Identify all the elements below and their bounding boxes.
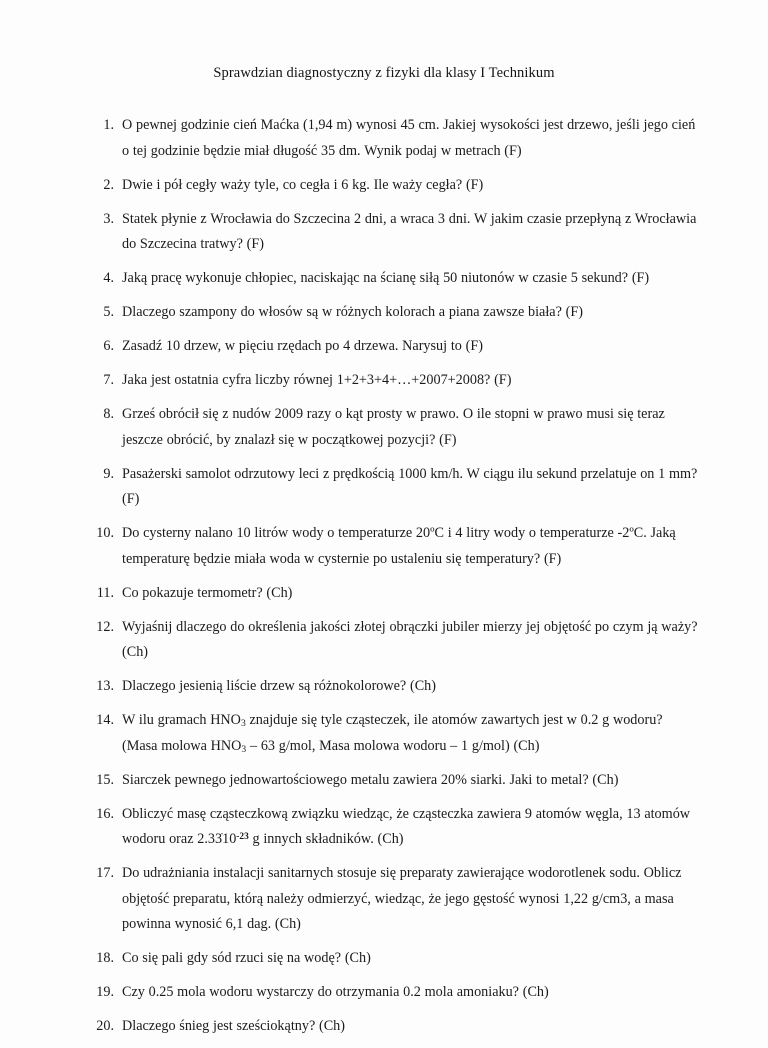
question-number: 4. bbox=[103, 270, 114, 286]
question-item bbox=[86, 462, 698, 513]
question-item bbox=[86, 1014, 698, 1040]
question-number: 5. bbox=[103, 304, 114, 320]
question-text: Dlaczego śnieg jest sześciokątny? (Ch) bbox=[122, 1018, 345, 1034]
question-text: Jaką pracę wykonuje chłopiec, naciskając na ścianę siłą 50 niutonów w czasie 5 sekund? (F) bbox=[122, 270, 650, 286]
question-item bbox=[86, 207, 698, 258]
question-text: Obliczyć masę cząsteczkową związku wiedząc, że cząsteczka zawiera 9 atomów węgla, 13 atomów wodoru oraz $2.3310^{-23}$ g innych składników. (Ch) bbox=[122, 805, 691, 847]
question-number: 2. bbox=[103, 176, 114, 193]
question-text: Wyjaśnij dlaczego do określenia jakości złotej obrączki jubiler mierzy jej objętość po czym ją waży? (Ch) bbox=[122, 618, 698, 660]
question-text: Siarczek pewnego jednowartościowego metalu zawiera 20% siarki. Jaki to metal? (Ch) bbox=[122, 771, 619, 788]
question-item bbox=[86, 113, 698, 164]
question-text: O pewnej godzinie cień Maćka (1,94 m) wynosi 45 cm. Jakiej wysokości jest drzewo, jeśli jego cień o tej godzinie będzie miał długość 35 dm. Wynik podaj w metrach (F) bbox=[122, 117, 696, 159]
question-text: Dlaczego jesienią liście drzew są różnokolorowe? (Ch) bbox=[122, 678, 436, 694]
question-number: 11. bbox=[96, 584, 114, 601]
question-number: 15. bbox=[96, 771, 114, 788]
question-text: Czy 0.25 mola wodoru wystarczy do otrzymania 0.2 mola amoniaku? (Ch) bbox=[122, 984, 549, 1000]
question-number: 14. bbox=[96, 712, 114, 728]
question-text: Dlaczego szampony do włosów są w różnych kolorach a piana zawsze biała? (F) bbox=[122, 304, 583, 320]
question-number: 1. bbox=[103, 117, 114, 133]
question-number: 7. bbox=[103, 372, 114, 388]
question-text: Zasadź 10 drzew, w pięciu rzędach po 4 drzewa. Narysuj to (F) bbox=[122, 338, 483, 354]
question-number: 18. bbox=[96, 950, 114, 966]
question-item bbox=[86, 802, 698, 853]
question-number: 17. bbox=[96, 865, 114, 881]
question-number: 12. bbox=[96, 618, 114, 635]
question-item bbox=[86, 266, 698, 292]
question-number: 9. bbox=[103, 465, 114, 482]
page-title: Sprawdzian diagnostyczny z fizyki dla klasy I Technikum bbox=[213, 65, 555, 81]
question-item bbox=[86, 768, 698, 794]
question-item bbox=[86, 861, 698, 938]
question-number: 13. bbox=[96, 678, 114, 694]
question-number: 16. bbox=[96, 805, 114, 822]
question-text: Statek płynie z Wrocławia do Szczecina 2 dni, a wraca 3 dni. W jakim czasie przepłyną z Wrocławia do Szczecina tratwy? (F) bbox=[122, 210, 697, 252]
question-item bbox=[86, 615, 698, 666]
question-text: Co się pali gdy sód rzuci się na wodę? (Ch) bbox=[122, 950, 371, 966]
question-item bbox=[86, 173, 698, 199]
question-item bbox=[86, 368, 698, 394]
question-number: 19. bbox=[96, 984, 114, 1000]
question-number: 20. bbox=[96, 1018, 114, 1034]
question-item bbox=[86, 946, 698, 972]
question-item bbox=[86, 300, 698, 326]
question-text: Jaka jest ostatnia cyfra liczby równej 1+2+3+4+…+2007+2008? (F) bbox=[122, 372, 512, 388]
question-text: Do cysterny nalano 10 litrów wody o temperaturze 20ºC i 4 litry wody o temperaturze -2ºC. Jaką temperaturę będzie miała woda w cysternie po ustaleniu się temperatury? (F) bbox=[122, 525, 676, 567]
question-text: Pasażerski samolot odrzutowy leci z prędkością 1000 km/h. W ciągu ilu sekund przelatuje on 1 mm? (F) bbox=[122, 465, 698, 507]
question-item bbox=[86, 334, 698, 360]
question-text: Grześ obrócił się z nudów 2009 razy o kąt prosty w prawo. O ile stopni w prawo musi się teraz jeszcze obrócić, by znalazł się w początkowej pozycji? (F) bbox=[122, 406, 665, 448]
question-item bbox=[86, 581, 698, 607]
question-text: W ilu gramach $HNO_3$ znajduje się tyle cząsteczek, ile atomów zawartych jest w 0.2 g wodoru? (Masa molowa $HNO_3 - 63$ g/mol, Masa molowa wodoru – 1 g/mol) (Ch) bbox=[122, 712, 663, 755]
question-item bbox=[86, 708, 698, 759]
question-item bbox=[86, 674, 698, 700]
question-item bbox=[86, 402, 698, 453]
question-number: 6. bbox=[103, 338, 114, 354]
question-list bbox=[86, 113, 698, 1048]
question-number: 10. bbox=[96, 525, 114, 541]
question-text: Dwie i pół cegły waży tyle, co cegła i 6 kg. Ile waży cegła? (F) bbox=[122, 176, 484, 193]
question-text: Do udrażniania instalacji sanitarnych stosuje się preparaty zawierające wodorotlenek sodu. Oblicz objętość preparatu, którą należy odmierzyć, wiedząc, że jego gęstość wynosi 1,22 g/cm3, a masa powinna wynosić 6,1 dag. (Ch) bbox=[122, 865, 682, 932]
question-text: Co pokazuje termometr? (Ch) bbox=[122, 584, 293, 601]
question-item bbox=[86, 521, 698, 572]
question-number: 3. bbox=[103, 210, 114, 227]
question-item bbox=[86, 980, 698, 1006]
question-number: 8. bbox=[103, 406, 114, 422]
